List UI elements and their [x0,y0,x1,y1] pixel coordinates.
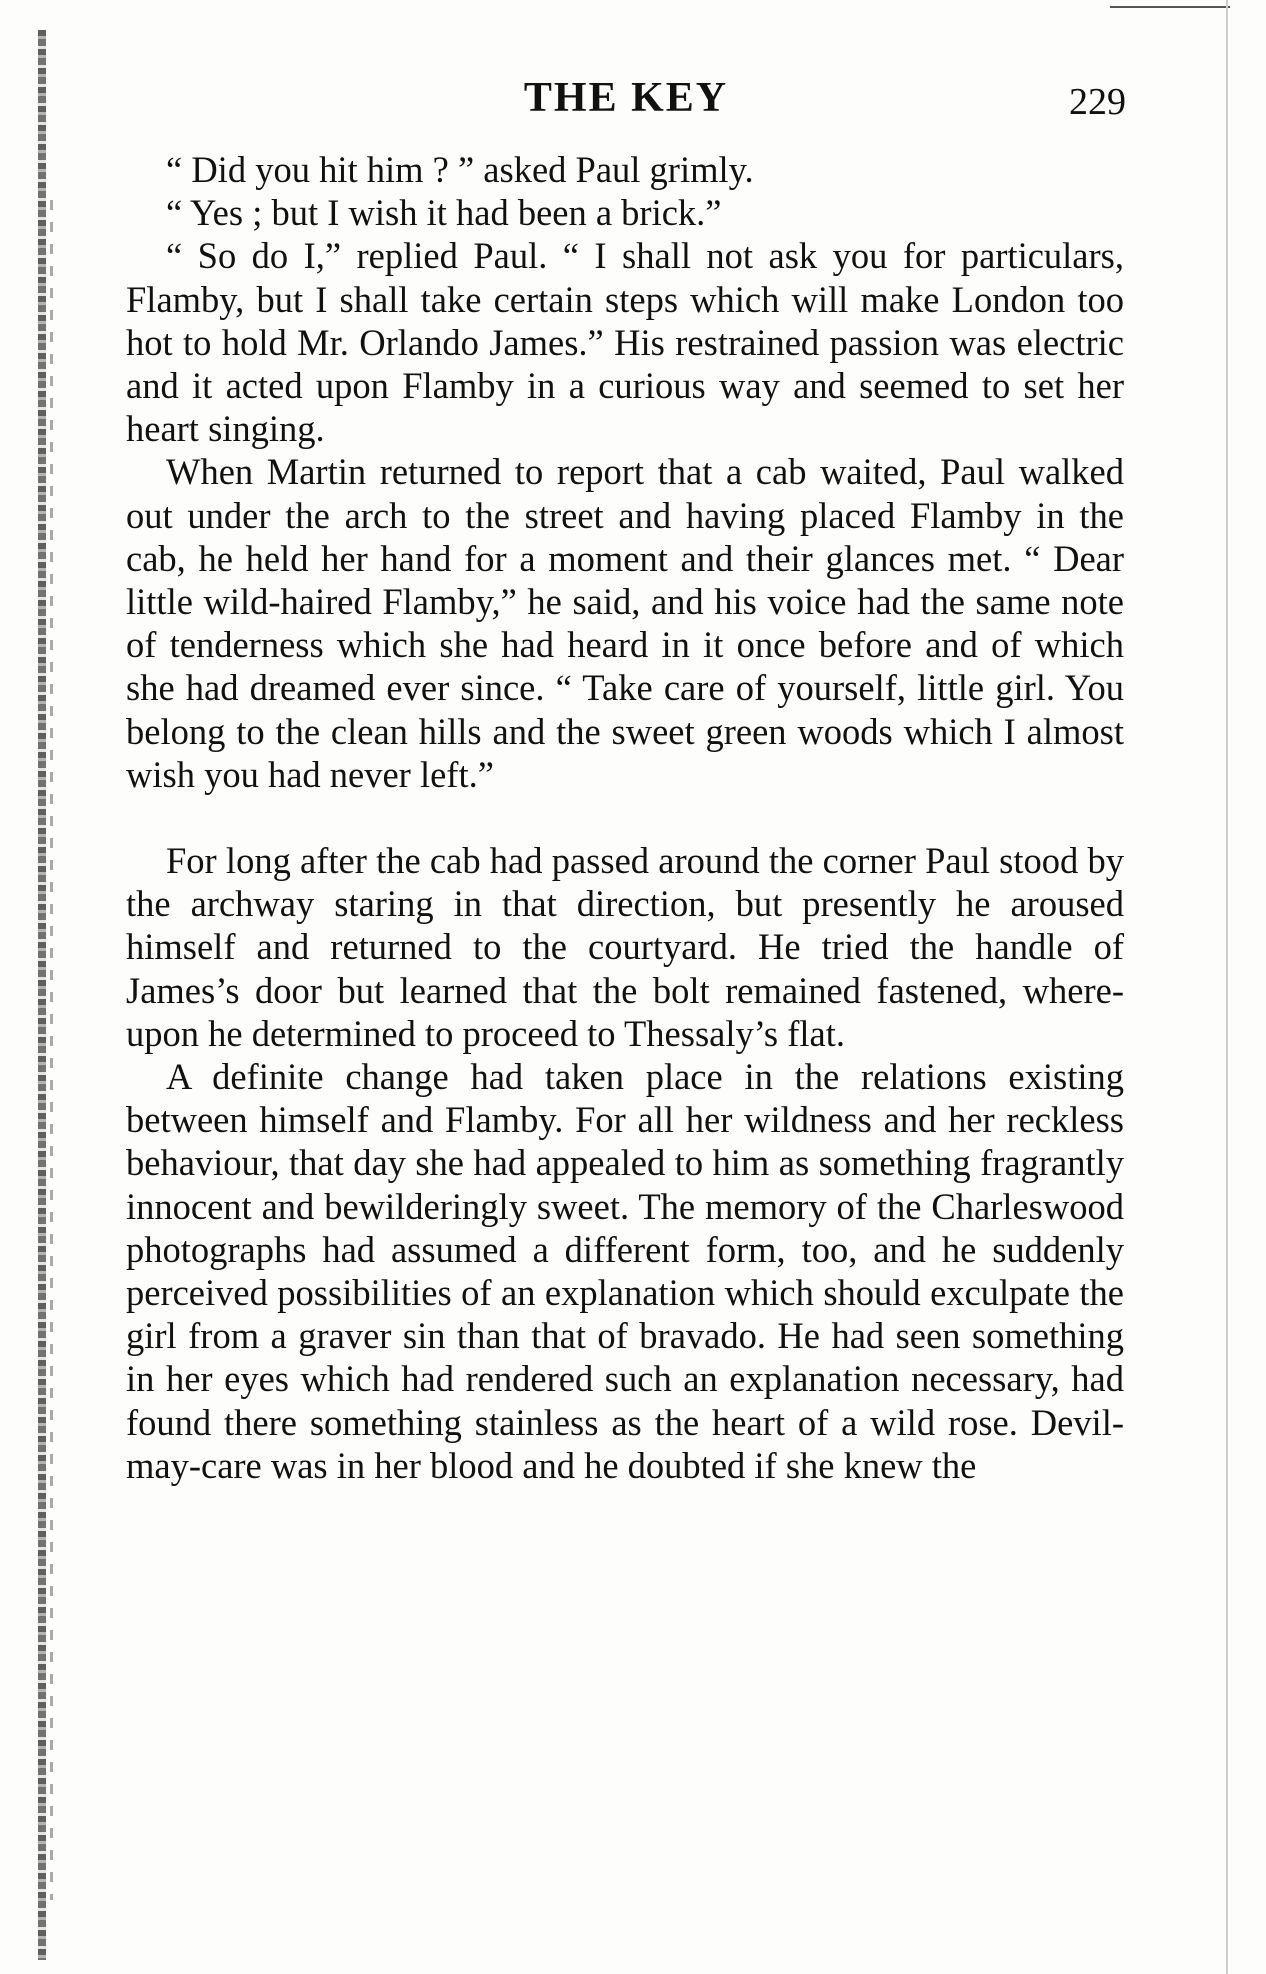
paragraph-5: For long after the cab had passed around the corner Paul stood by the archway staring in that direction, but presently he aroused himself and returned to the courtyard. He tried the handle of James’s door but learned that the bolt remained fastened, where- upon he determined to proceed to Thessaly’s flat. [126,840,1124,1054]
body-text [126,148,1124,1487]
scan-top-edge [1110,6,1230,8]
page-header [126,74,1126,134]
paragraph-3: “ So do I,” replied Paul. “ I shall not ask you for particulars, Flamby, but I shall take certain steps which will make London too hot to hold Mr. Orlando James.” His restrained passion was electric and it acted upon Flamby in a curious way and seemed to set her heart singing. [126,235,1124,450]
binding-edge-shadow [38,30,46,1960]
binding-edge-marks [50,200,53,1900]
page-number: 229 [1069,81,1126,123]
paragraph-2: “ Yes ; but I wish it had been a brick.” [166,192,722,234]
paragraph-1: “ Did you hit him ? ” asked Paul grimly. [166,149,754,190]
paragraph-6: A definite change had taken place in the relations existing between himself and Flamby. For all her wildness and her reckless behaviour, that day she had appealed to him as something fragrantly innocent and bewilderingly sweet. The memory of the Charleswood photographs had assumed a different form, too, and he suddenly perceived possibilities of an explanation which should exculpate the girl from a graver sin than that of bravado. He had seen something in her eyes which had rendered such an explanation necessary, had found there something stainless as the heart of a wild rose. Devil-may-care was in her blood and he doubted if she knew the [126,1056,1124,1486]
running-title: THE KEY [523,75,729,121]
scan-right-edge [1226,0,1228,1974]
paragraph-4: When Martin returned to report that a cab waited, Paul walked out under the arch to the street and having placed Flamby in the cab, he held her hand for a moment and their glances met. “ Dear little wild-haired Flamby,” he said, and his voice had the same note of tenderness which she had heard in it once before and of which she had dreamed ever since. “ Take care of yourself, little girl. You belong to the clean hills and the sweet green woods which I almost wish you had never left.” [126,451,1124,795]
